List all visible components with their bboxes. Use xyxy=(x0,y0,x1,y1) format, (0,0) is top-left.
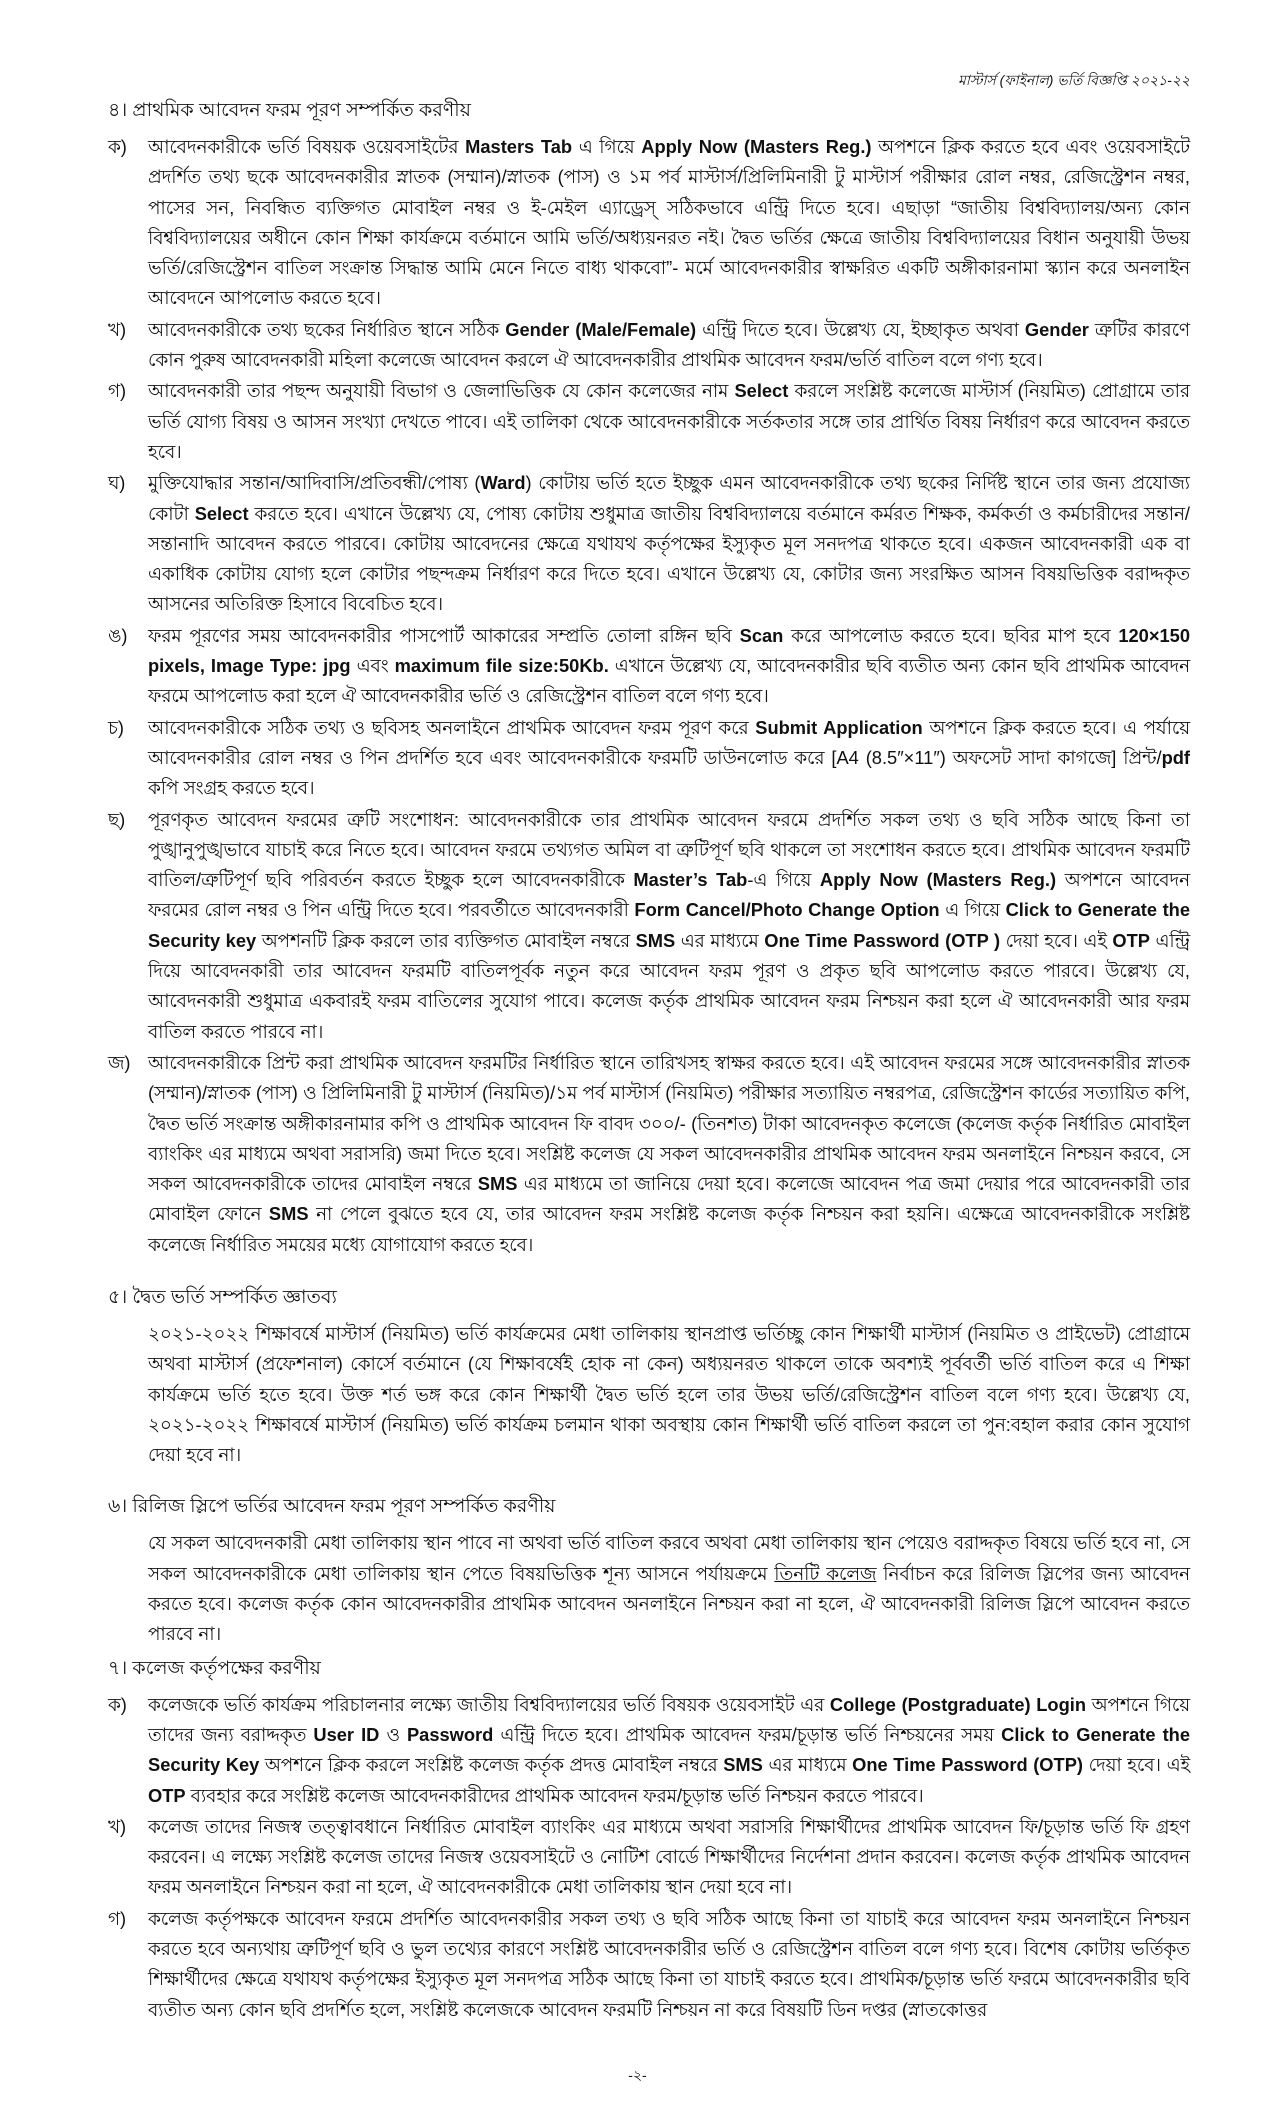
bold-text: SMS xyxy=(635,929,676,951)
list-item xyxy=(108,132,1190,314)
list-item xyxy=(108,621,1190,712)
item-text xyxy=(148,621,1190,712)
running-header: মাস্টার্স (ফাইনাল) ভর্তি বিজ্ঞপ্তি ২০২১-২২ xyxy=(957,72,1190,88)
bold-text: Select xyxy=(194,502,249,524)
text-run: ও xyxy=(379,1723,407,1745)
bold-text: Select xyxy=(734,380,789,402)
item-label: জ) xyxy=(108,1051,131,1073)
bold-text: Ward xyxy=(480,472,526,494)
item-text xyxy=(148,1048,1190,1260)
document-page xyxy=(108,0,1190,2025)
text-run: ২০২১-২০২২ শিক্ষাবর্ষে মাস্টার্স (নিয়মিত) ভর্তি কার্যক্রমের মেধা তালিকায় স্থানপ্রাপ্ত ভর্তিচ্ছু কোন শিক্ষার্থী মাস্টার্স (নিয়মিত ও প্রাইভেট) প্রোগ্রামে অথবা মাস্টার্স (প্রফেশনাল) কোর্সে বর্তমানে (যে শিক্ষাবর্ষেই হোক না কেন) অধ্যয়নরত থাকলে তাকে অবশ্যই পূর্ববর্তী ভর্তি বাতিল করে এ শিক্ষা কার্যক্রমে ভর্তি হতে হবে। উক্ত শর্ত ভঙ্গ করে কোন শিক্ষার্থী দ্বৈত ভর্তি হলে তার উভয় ভর্তি/রেজিস্ট্রেশন বাতিল বলে গণ্য হবে। উল্লেখ্য যে, ২০২১-২০২২ শিক্ষাবর্ষে মাস্টার্স (নিয়মিত) ভর্তি কার্যক্রম চলমান থাকা অবস্থায় কোন শিক্ষার্থী ভর্তি বাতিল করলে তা পুন:বহাল করার কোন সুযোগ দেয়া হবে না। xyxy=(148,1322,1190,1466)
section-gap xyxy=(108,1261,1190,1279)
item-text xyxy=(148,1690,1190,1811)
list-item xyxy=(108,1048,1190,1260)
item-text xyxy=(148,713,1190,804)
bold-text: Password xyxy=(406,1723,494,1745)
text-run: না পেলে বুঝতে হবে যে, তার আবেদন ফরম সংশ্লিষ্ট কলেজ কর্তৃক নিশ্চয়ন করা হয়নি। এক্ষেত্রে আবেদনকারীকে সংশ্লিষ্ট কলেজে নির্ধারিত সময়ের মধ্যে যোগাযোগ করতে হবে। xyxy=(148,1203,1190,1255)
text-run: এর মাধ্যমে xyxy=(675,929,765,951)
bold-text: User ID xyxy=(313,1723,380,1745)
text-run: মুক্তিযোদ্ধার সন্তান/আদিবাসি/প্রতিবন্ধী/পোষ্য ( xyxy=(148,472,481,494)
text-run: ফরম পূরণের সময় আবেদনকারীর পাসপোর্ট আকারের সম্প্রতি তোলা রঙ্গিন ছবি xyxy=(148,624,740,646)
document-body xyxy=(108,96,1190,2025)
text-run: এ গিয়ে xyxy=(939,899,1006,921)
item-text xyxy=(148,468,1190,619)
bold-text: OTP xyxy=(148,1784,186,1806)
text-run: দেয়া হবে। এই xyxy=(1082,1754,1190,1776)
list-item xyxy=(108,1690,1190,1811)
bold-text: SMS xyxy=(268,1203,309,1225)
item-text xyxy=(148,376,1190,467)
item-label: খ) xyxy=(108,1815,127,1837)
list-item xyxy=(108,1904,1190,2025)
item-label: গ) xyxy=(108,1907,127,1929)
bold-text: pdf xyxy=(1161,746,1190,768)
bold-text: Form Cancel/Photo Change Option xyxy=(634,899,940,921)
bold-text: 120×150 pixels, Image Type: jpg xyxy=(148,624,1190,677)
text-run: কলেজ তাদের নিজস্ব তত্ত্বাবধানে নির্ধারিত মোবাইল ব্যাংকিং এর মাধ্যমে অথবা সরাসরি শিক্ষার্থীদের প্রাথমিক আবেদন ফি/চূড়ান্ত ভর্তি ফি গ্রহণ করবেন। এ লক্ষ্যে সংশ্লিষ্ট কলেজ তাদের নিজস্ব ওয়েবসাইটে ও নোটিশ বোর্ডে শিক্ষার্থীদের নির্দেশনা প্রদান করবেন। কলেজ কর্তৃক প্রাথমিক আবেদন ফরম অনলাইনে নিশ্চয়ন করা না হলে, ঐ আবেদনকারীকে মেধা তালিকায় স্থান দেয়া হবে না। xyxy=(148,1815,1190,1898)
bold-text: One Time Password (OTP) xyxy=(852,1754,1083,1776)
item-text xyxy=(148,1812,1190,1903)
section-heading: ৬। রিলিজ স্লিপে ভর্তির আবেদন ফরম পূরণ সম্পর্কিত করণীয় xyxy=(108,1496,556,1518)
text-run: কলেজকে ভর্তি কার্যক্রম পরিচালনার লক্ষ্যে জাতীয় বিশ্ববিদ্যালয়ের ভর্তি বিষয়ক ওয়েবসাইট এর xyxy=(148,1693,830,1715)
section-5 xyxy=(108,1283,1190,1470)
text-run: এন্ট্রি দিতে হবে। প্রাথমিক আবেদন ফরম/চূড়ান্ত ভর্তি নিশ্চয়নের সময় xyxy=(493,1723,1002,1745)
list-item xyxy=(108,1812,1190,1903)
text-run: আবেদনকারী তার পছন্দ অনুযায়ী বিভাগ ও জেলাভিত্তিক যে কোন কলেজের নাম xyxy=(148,380,735,402)
bold-text: Gender (Male/Female) xyxy=(505,318,697,340)
page-number: -২- xyxy=(628,2066,647,2083)
item-label: ক) xyxy=(108,1693,127,1715)
bold-text: OTP xyxy=(1112,929,1150,951)
text-run: এন্ট্রি দিয়ে আবেদনকারী তার আবেদন ফরমটি বাতিলপূর্বক নতুন করে আবেদন ফরম পূরণ ও প্রকৃত ছবি আপলোড করতে পারবে। উল্লেখ্য যে, আবেদনকারী শুধুমাত্র একবারই ফরম বাতিলের সুযোগ পাবে। কলেজ কর্তৃক প্রাথমিক আবেদন ফরম নিশ্চয়ন করা হলে ঐ আবেদনকারী আর ফরম বাতিল করতে পারবে না। xyxy=(148,929,1190,1042)
bold-text: Apply Now (Masters Reg.) xyxy=(641,136,872,157)
list-item xyxy=(108,376,1190,467)
text-run: এবং xyxy=(350,655,395,677)
bold-text: Scan xyxy=(739,624,784,646)
list-item xyxy=(108,713,1190,804)
text-run: অপশনে ক্লিক করতে হবে। এ পর্যায়ে আবেদনকারীর রোল নম্বর ও পিন প্রদর্শিত হবে এবং আবেদনকারীকে ফরমটি ডাউনলোড করে [A4 (8.5″×11″) অফসেট সাদা কাগজে] প্রিন্ট/ xyxy=(148,716,1190,768)
text-run: এন্ট্রি দিতে হবে। উল্লেখ্য যে, ইচ্ছাকৃত অথবা xyxy=(696,318,1025,340)
bold-text: One Time Password (OTP ) xyxy=(764,929,1001,951)
list-item xyxy=(108,468,1190,619)
text-run: আবেদনকারীকে তথ্য ছকের নির্ধারিত স্থানে সঠিক xyxy=(148,318,506,340)
section-4 xyxy=(108,96,1190,1260)
text-run: এর মাধ্যমে xyxy=(762,1754,853,1776)
item-text xyxy=(148,805,1190,1047)
bold-text: Apply Now (Masters Reg.) xyxy=(819,869,1057,891)
text-run: আবেদনকারীকে সঠিক তথ্য ও ছবিসহ অনলাইনে প্রাথমিক আবেদন ফরম পূরণ করে xyxy=(148,716,756,738)
section-paragraph xyxy=(108,1319,1190,1470)
bold-text: SMS xyxy=(477,1173,518,1195)
bold-text: maximum file size:50Kb. xyxy=(394,655,609,677)
text-run: অপশনটি ক্লিক করলে তার ব্যক্তিগত মোবাইল নম্বরে xyxy=(256,929,636,951)
section-gap xyxy=(108,1470,1190,1488)
text-run: এর মাধ্যমে তা জানিয়ে দেয়া হবে। কলেজে আবেদন পত্র জমা দেয়ার পরে আবেদনকারী তার মোবাইল ফোনে xyxy=(148,1173,1190,1225)
item-label: চ) xyxy=(108,716,124,738)
item-label: ক) xyxy=(108,136,127,157)
section-7 xyxy=(108,1654,1190,2025)
item-text xyxy=(148,315,1190,376)
section-heading: ৫। দ্বৈত ভর্তি সম্পর্কিত জ্ঞাতব্য xyxy=(108,1286,337,1308)
text-run: এ গিয়ে xyxy=(572,136,642,157)
bold-text: College (Postgraduate) Login xyxy=(829,1693,1086,1715)
section-6 xyxy=(108,1492,1190,1649)
text-run: দেয়া হবে। এই xyxy=(1000,929,1113,951)
item-label: ঙ) xyxy=(108,624,128,646)
bold-text: Submit Application xyxy=(755,716,923,738)
text-run: অপশনে ক্লিক করতে হবে এবং ওয়েবসাইটে প্রদর্শিত তথ্য ছকে আবেদনকারীর স্নাতক (সম্মান)/স্নাতক (পাস) ও ১ম পর্ব মাস্টার্স/প্রিলিমিনারী টু মাস্টার্স পরীক্ষার রোল নম্বর, রেজিস্ট্রেশন নম্বর, পাসের সন, নিবন্ধিত ব্যক্তিগত মোবাইল নম্বর ও ই-মেইল এ্যাড্রেস্ সঠিকভাবে এন্ট্রি দিতে হবে। এছাড়া “জাতীয় বিশ্ববিদ্যালয়/অন্য কোন বিশ্ববিদ্যালয়ের অধীনে কোন শিক্ষা কার্যক্রমে বর্তমানে আমি ভর্তি/অধ্যয়নরত নই। দ্বৈত ভর্তির ক্ষেত্রে জাতীয় বিশ্ববিদ্যালয়ের বিধান অনুযায়ী উভয় ভর্তি/রেজিস্ট্রেশন বাতিল সংক্রান্ত সিদ্ধান্ত আমি মেনে নিতে বাধ্য থাকবো”- মর্মে আবেদনকারীর স্বাক্ষরিত একটি অঙ্গীকারনামা স্ক্যান করে অনলাইন আবেদনে আপলোড করতে হবে। xyxy=(148,136,1191,309)
text-run: আবেদনকারীকে প্রিন্ট করা প্রাথমিক আবেদন ফরমটির নির্ধারিত স্থানে তারিখসহ স্বাক্ষর করতে হবে। এই আবেদন ফরমের সঙ্গে আবেদনকারীর স্নাতক (সম্মান)/স্নাতক (পাস) ও প্রিলিমিনারী টু মাস্টার্স (নিয়মিত)/১ম পর্ব মাস্টার্স (নিয়মিত) পরীক্ষার সত্যায়িত নম্বরপত্র, রেজিস্ট্রেশন কার্ডের সত্যায়িত কপি, দ্বৈত ভর্তি সংক্রান্ত অঙ্গীকারনামার কপি ও প্রাথমিক আবেদন ফি বাবদ ৩০০/- (তিনশত) টাকা আবেদনকৃত কলেজে (কলেজ কর্তৃক নির্ধারিত মোবাইল ব্যাংকিং এর মাধ্যমে অথবা সরাসরি) জমা দিতে হবে। সংশ্লিষ্ট কলেজ যে সকল আবেদনকারীর প্রাথমিক আবেদন ফরম অনলাইনে নিশ্চয়ন করবে, সে সকল আবেদনকারীকে তাদের মোবাইল নম্বরে xyxy=(148,1051,1190,1195)
text-run: করতে হবে। এখানে উল্লেখ্য যে, পোষ্য কোটায় শুধুমাত্র জাতীয় বিশ্ববিদ্যালয়ে বর্তমানে কর্মরত শিক্ষক, কর্মকর্তা ও কর্মচারীদের সন্তান/সন্তানাদি আবেদন করতে পারবে। কোটায় আবেদনের ক্ষেত্রে যথাযথ কর্তৃপক্ষের ইস্যুকৃত মূল সনদপত্র থাকতে হবে। একজন আবেদনকারী এক বা একাধিক কোটায় যোগ্য হলে কোটার পছন্দক্রম নির্ধারণ করে দিতে হবে। এখানে উল্লেখ্য যে, কোটার জন্য সংরক্ষিত আসন বিষয়ভিত্তিক বরাদ্দকৃত আসনের অতিরিক্ত হিসাবে বিবেচিত হবে। xyxy=(148,502,1190,615)
item-label: গ) xyxy=(108,380,127,402)
item-text xyxy=(148,1904,1190,2025)
text-run: অপশনে ক্লিক করলে সংশ্লিষ্ট কলেজ কর্তৃক প্রদত্ত মোবাইল নম্বরে xyxy=(259,1754,724,1776)
bold-text: SMS xyxy=(723,1754,763,1776)
text-run: ত্রুটির কারণে কোন পুরুষ আবেদনকারী মহিলা কলেজে আবেদন করলে ঐ আবেদনকারীর প্রাথমিক আবেদন ফরম/ভর্তি বাতিল বলে গণ্য হবে। xyxy=(148,318,1190,371)
item-label: ঘ) xyxy=(108,472,126,494)
list-item xyxy=(108,805,1190,1047)
text-run: -এ গিয়ে xyxy=(747,869,820,891)
underlined-text: তিনটি কলেজ xyxy=(774,1562,877,1584)
text-run: আবেদনকারীকে ভর্তি বিষয়ক ওয়েবসাইটের xyxy=(148,136,466,157)
bold-text: Master’s Tab xyxy=(633,869,748,891)
text-run: নির্বাচন করে রিলিজ স্লিপের জন্য আবেদন করতে হবে। কলেজ কর্তৃক কোন আবেদনকারীর প্রাথমিক আবেদন অনলাইনে নিশ্চয়ন করা না হলে, ঐ আবেদনকারী রিলিজ স্লিপে আবেদন করতে পারবে না। xyxy=(148,1562,1191,1645)
item-label: ছ) xyxy=(108,808,126,830)
section-paragraph xyxy=(108,1528,1190,1649)
text-run: ব্যবহার করে সংশ্লিষ্ট কলেজ আবেদনকারীদের প্রাথমিক আবেদন ফরম/চূড়ান্ত ভর্তি নিশ্চয়ন করতে পারবে। xyxy=(185,1784,924,1806)
text-run: এখানে উল্লেখ্য যে, আবেদনকারীর ছবি ব্যতীত অন্য কোন ছবি প্রাথমিক আবেদন ফরমে আপলোড করা হলে ঐ আবেদনকারীর ভর্তি ও রেজিস্ট্রেশন বাতিল বলে গণ্য হবে। xyxy=(148,655,1191,707)
text-run: কলেজ কর্তৃপক্ষকে আবেদন ফরমে প্রদর্শিত আবেদনকারীর সকল তথ্য ও ছবি সঠিক আছে কিনা তা যাচাই করে আবেদন ফরম অনলাইনে নিশ্চয়ন করতে হবে অন্যথায় ত্রুটিপূর্ণ ছবি ও ভুল তথ্যের কারণে সংশ্লিষ্ট আবেদনকারীর ভর্তি ও রেজিস্ট্রেশন বাতিল বলে গণ্য হবে। বিশেষ কোটায় ভর্তিকৃত শিক্ষার্থীদের ক্ষেত্রে যথাযথ কর্তৃপক্ষের ইস্যুকৃত মূল সনদপত্র সঠিক আছে কিনা তা যাচাই করতে হবে। প্রাথমিক/চূড়ান্ত ভর্তি ফরমে আবেদনকারীর ছবি ব্যতীত অন্য কোন ছবি প্রদর্শিত হলে, সংশ্লিষ্ট কলেজকে আবেদন ফরমটি নিশ্চয়ন না করে বিষয়টি ডিন দপ্তর (স্নাতকোত্তর xyxy=(148,1907,1190,2020)
text-run: অপশনে গিয়ে তাদের জন্য বরাদ্দকৃত xyxy=(148,1693,1190,1745)
text-run: ) কোটায় ভর্তি হতে ইচ্ছুক এমন আবেদনকারীকে তথ্য ছকের নির্দিষ্ট স্থানে তার জন্য প্রযোজ্য কোটা xyxy=(148,472,1190,524)
text-run: যে সকল আবেদনকারী মেধা তালিকায় স্থান পাবে না অথবা ভর্তি বাতিল করবে অথবা মেধা তালিকায় স্থান পেয়েও বরাদ্দকৃত বিষয়ে ভর্তি হবে না, সে সকল আবেদনকারীকে মেধা তালিকায় স্থান পেতে বিষয়ভিত্তিক শূন্য আসনে পর্যায়ক্রমে xyxy=(148,1532,1190,1584)
bold-text: Gender xyxy=(1024,318,1089,340)
bold-text: Click to Generate the Security key xyxy=(148,899,1190,951)
text-run: অপশনে আবেদন ফরমের রোল নম্বর ও পিন এন্ট্রি দিতে হবে। পরবর্তীতে আবেদনকারী xyxy=(148,869,1190,921)
section-heading: ৭। কলেজ কর্তৃপক্ষের করণীয় xyxy=(108,1657,321,1679)
section-heading: ৪। প্রাথমিক আবেদন ফরম পূরণ সম্পর্কিত করণীয় xyxy=(108,100,471,121)
bold-text: Click to Generate the Security Key xyxy=(148,1723,1190,1776)
bold-text: Masters Tab xyxy=(465,136,573,157)
item-label: খ) xyxy=(108,318,127,340)
text-run: কপি সংগ্রহ করতে হবে। xyxy=(148,777,315,799)
text-run: করলে সংশ্লিষ্ট কলেজে মাস্টার্স (নিয়মিত) প্রোগ্রামে তার ভর্তি যোগ্য বিষয় ও আসন সংখ্যা দেখতে পাবে। এই তালিকা থেকে আবেদনকারীকে সর্তকতার সঙ্গে তার প্রার্থিত বিষয় নির্ধারণ করে আবেদন করতে হবে। xyxy=(148,380,1190,462)
text-run: পূরণকৃত আবেদন ফরমের ত্রুটি সংশোধন: আবেদনকারীকে তার প্রাথমিক আবেদন ফরমে প্রদর্শিত সকল তথ্য ও ছবি সঠিক আছে কিনা তা পুঙ্খানুপুঙ্খভাবে যাচাই করে নিতে হবে। আবেদন ফরমে তথ্যগত অমিল বা ত্রুটিপূর্ণ ছবি থাকলে তা সংশোধন করতে হবে। প্রাথমিক আবেদন ফরমটি বাতিল/ত্রুটিপূর্ণ ছবি পরিবর্তন করতে ইচ্ছুক হলে আবেদনকারীকে xyxy=(148,808,1190,891)
text-run: করে আপলোড করতে হবে। ছবির মাপ হবে xyxy=(783,624,1119,646)
item-text xyxy=(148,132,1190,314)
list-item xyxy=(108,315,1190,376)
